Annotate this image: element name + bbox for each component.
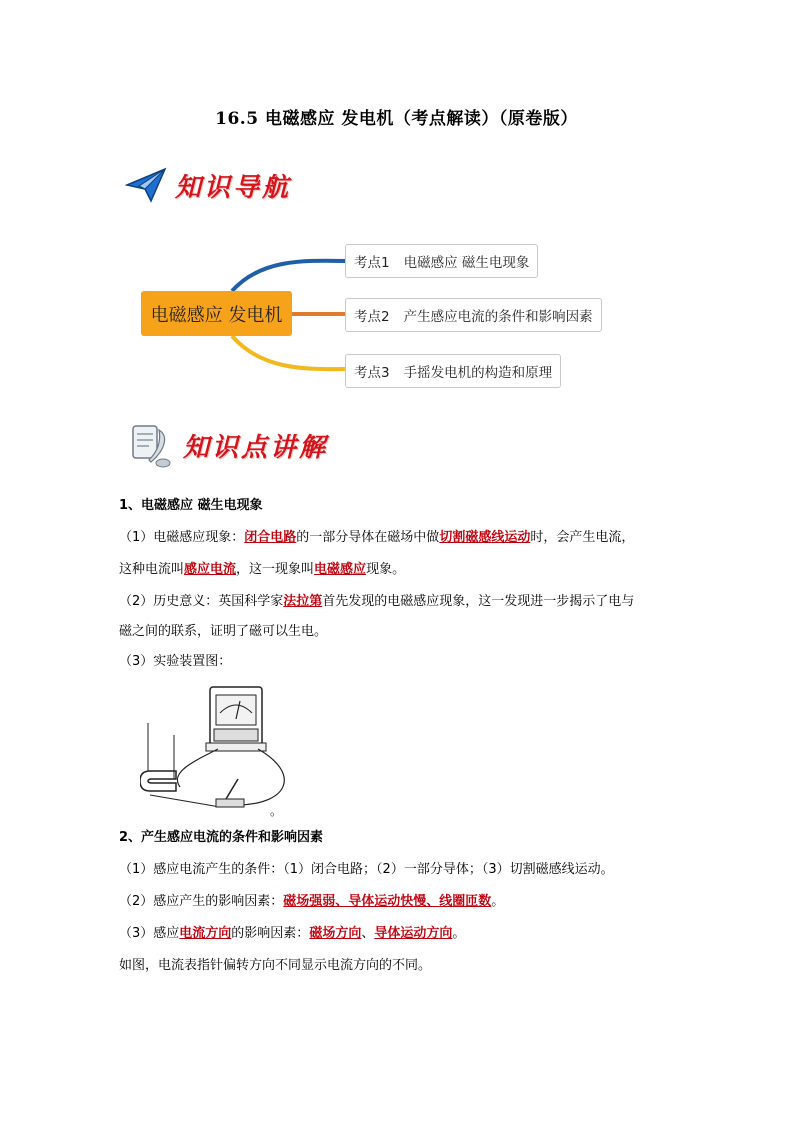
experiment-apparatus-figure [140, 683, 290, 818]
text: 的一部分导体在磁场中做 [296, 530, 440, 545]
keyword: 电磁感应 [314, 562, 367, 577]
section-2-paragraph-4: 如图，电流表指针偏转方向不同显示电流方向的不同。 [119, 958, 432, 973]
section-1-paragraph-2 [119, 592, 634, 612]
section-2-heading: 2、产生感应电流的条件和影响因素 [119, 830, 324, 845]
text: 时，会产生电流， [530, 530, 635, 545]
knowledge-explain-banner [125, 420, 328, 470]
keyword: 感应电流 [184, 562, 237, 577]
branch-number: 考点1 [354, 255, 390, 271]
text: 这种电流叫 [119, 562, 185, 577]
magnet-icon [140, 723, 176, 791]
galvanometer-icon [206, 687, 266, 751]
text: （2）感应产生的影响因素： [119, 894, 284, 909]
keyword: 切割磁感线运动 [439, 530, 531, 545]
switch-icon [216, 779, 244, 807]
keyword: 磁场方向 [309, 926, 362, 941]
text: （1）电磁感应现象： [119, 530, 245, 545]
text: 。 [452, 926, 466, 941]
branch-number: 考点2 [354, 309, 390, 325]
knowledge-nav-banner [125, 160, 291, 210]
section-1-paragraph-1-cont [119, 560, 405, 580]
mind-map-branch-2 [345, 298, 602, 332]
keyword: 法拉第 [283, 594, 323, 609]
scroll-quill-icon [125, 420, 175, 470]
page-title: 16.5 电磁感应 发电机（考点解读）（原卷版） [215, 109, 578, 129]
mind-map-branch-3 [345, 354, 561, 388]
banner-title: 知识导航 [175, 172, 292, 203]
section-1-paragraph-3: （3）实验装置图： [119, 654, 232, 669]
banner-title: 知识点讲解 [183, 432, 329, 463]
branch-label: 手摇发电机的构造和原理 [403, 365, 553, 381]
section-1-paragraph-1 [119, 528, 634, 548]
text: （2）历史意义：英国科学家 [119, 594, 284, 609]
section-2-paragraph-3 [119, 924, 465, 944]
text: 首先发现的电磁感应现象，这一发现进一步揭示了电与 [322, 594, 635, 609]
text: （3）感应 [119, 926, 180, 941]
section-1-paragraph-2-cont: 磁之间的联系，证明了磁可以生电。 [119, 624, 328, 639]
text: 。 [491, 894, 505, 909]
keyword: 电流方向 [179, 926, 232, 941]
mind-map-branch-1 [345, 244, 538, 278]
text: 现象。 [366, 562, 406, 577]
section-2-paragraph-2 [119, 892, 504, 912]
branch-label: 产生感应电流的条件和影响因素 [403, 309, 593, 325]
keyword: 闭合电路 [244, 530, 297, 545]
text: ，这一现象叫 [236, 562, 315, 577]
branch-label: 电磁感应 磁生电现象 [403, 255, 530, 271]
branch-number: 考点3 [354, 365, 390, 381]
text: 的影响因素： [231, 926, 310, 941]
keyword: 磁场强弱、导体运动快慢、线圈匝数 [283, 894, 492, 909]
keyword: 导体运动方向 [374, 926, 453, 941]
mind-map [0, 230, 793, 390]
figure-period: 。 [270, 804, 283, 818]
section-2-paragraph-1: （1）感应电流产生的条件：（1）闭合电路；（2）一部分导体；（3）切割磁感线运动。 [119, 862, 614, 877]
mind-map-center: 电磁感应 发电机 [141, 291, 292, 336]
section-1-heading: 1、电磁感应 磁生电现象 [119, 498, 263, 513]
text: 、 [361, 926, 375, 941]
paper-plane-icon [125, 167, 167, 203]
